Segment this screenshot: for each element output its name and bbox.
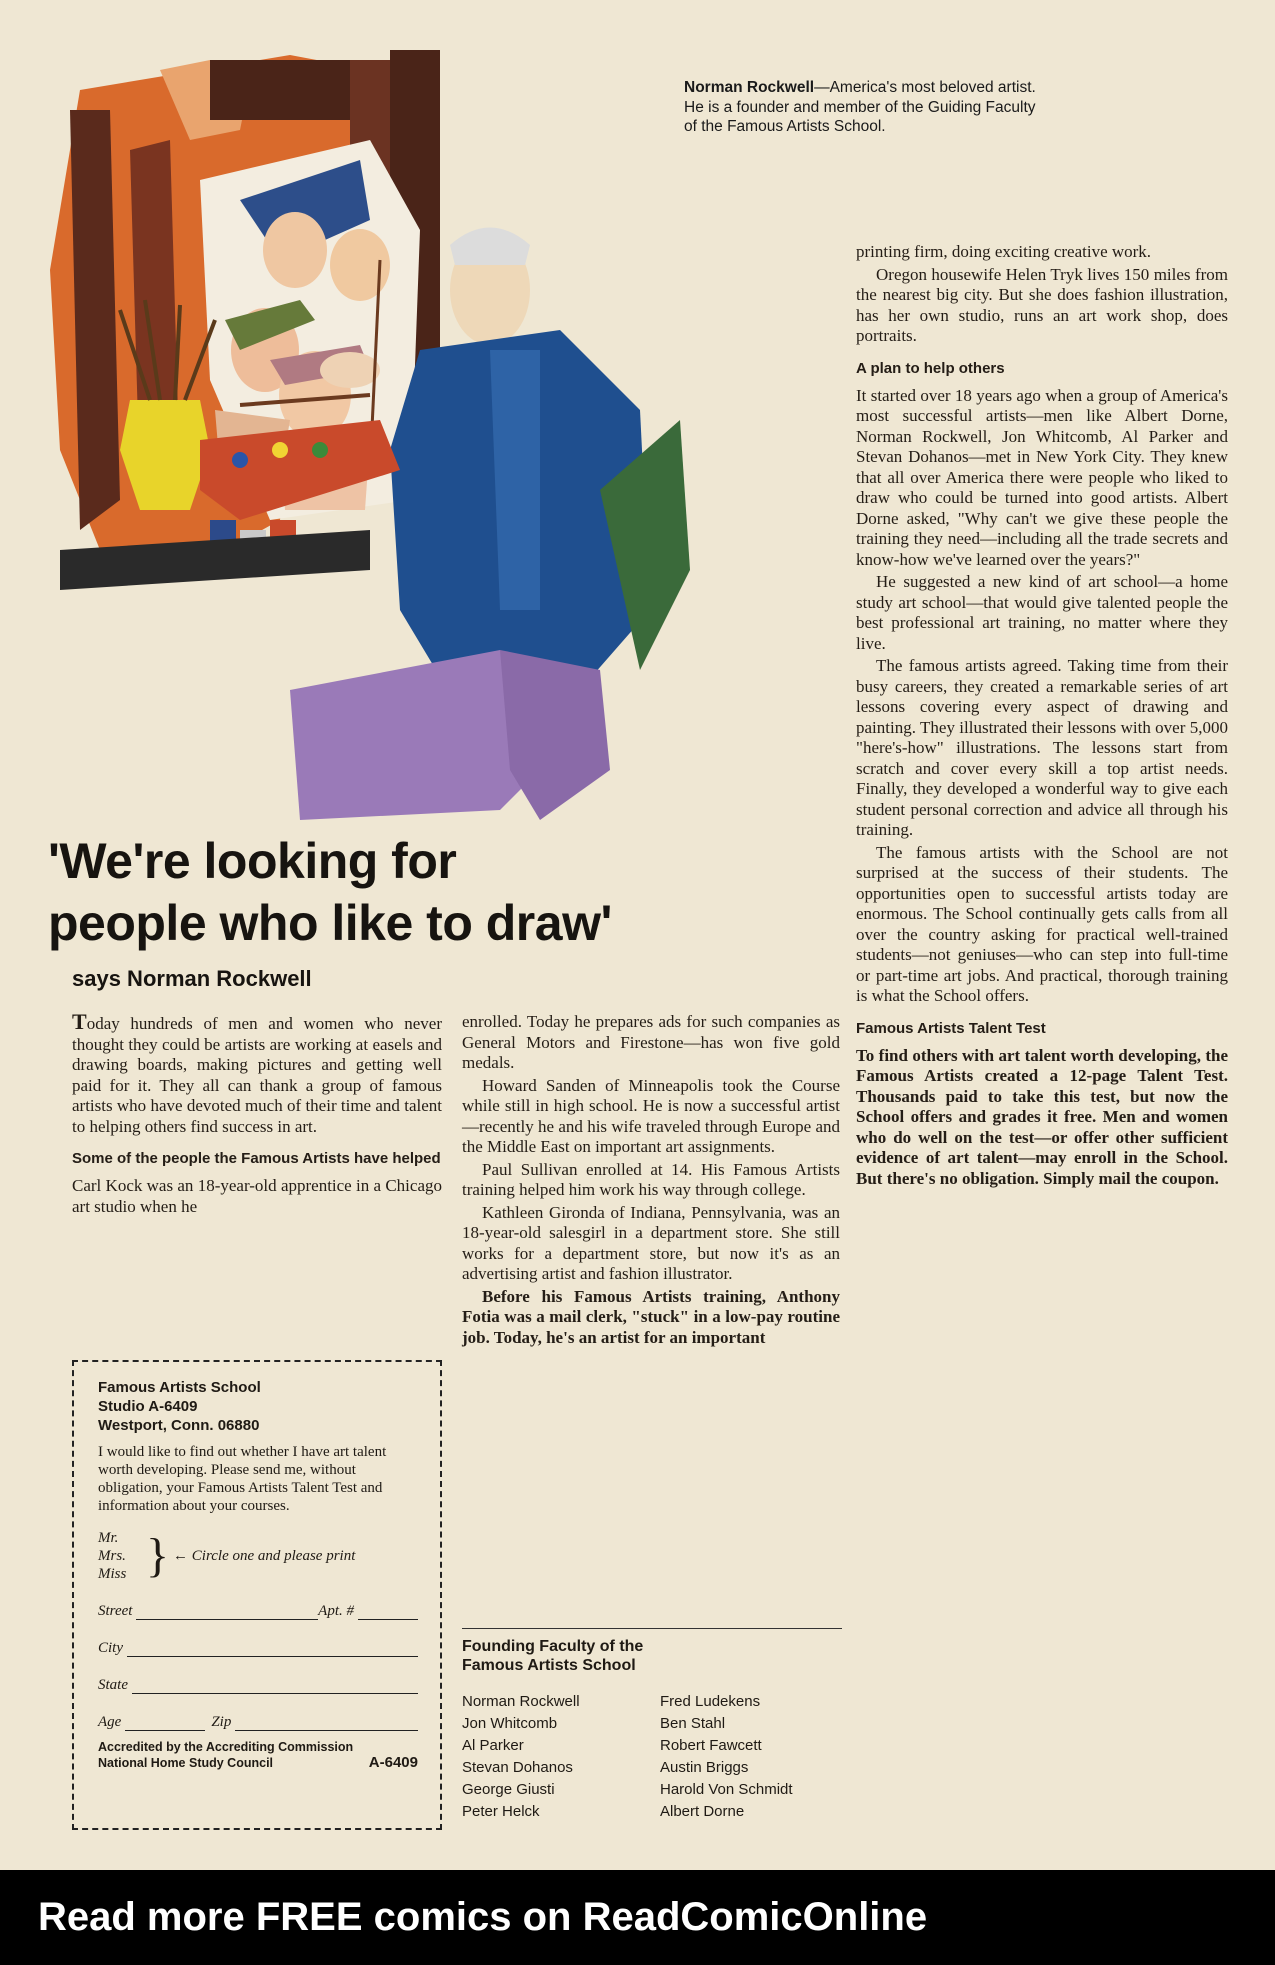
street-label: Street [98, 1603, 133, 1619]
faculty-title-line: Founding Faculty of the [462, 1638, 644, 1655]
illustration-caption [684, 78, 1044, 137]
intro-paragraph [72, 1009, 442, 1137]
circle-instruction: ← Circle one and please print [173, 1548, 356, 1564]
caption-name: Norman Rockwell [684, 79, 815, 96]
section-heading-helped: Some of the people the Famous Artists have helped [72, 1150, 441, 1167]
paragraph: Oregon housewife Helen Tryk lives 150 miles from the nearest big city. But she does fashion illustration, has her own studio, runs an art work shop, does portraits. [856, 264, 1228, 345]
city-label: City [98, 1640, 123, 1656]
faculty-member: Jon Whitcomb [462, 1715, 558, 1732]
drop-cap: T [72, 1009, 87, 1034]
intro-text: oday hundreds of men and women who never thought they could be artists are working at easels and drawing boards, making pictures and getting well paid for it. They all can thank a group of famous artists who have devoted much of their time and talent to helping others find success in art. [72, 1014, 442, 1136]
salutation-choice[interactable] [98, 1529, 418, 1583]
school-address [98, 1378, 418, 1435]
section-heading-talent-test: Famous Artists Talent Test [856, 1019, 1046, 1037]
age-label: Age [98, 1714, 122, 1730]
faculty-member: Austin Briggs [660, 1759, 749, 1776]
age-zip-field[interactable] [98, 1694, 418, 1731]
salutation-titles[interactable] [98, 1529, 146, 1583]
mail-in-coupon[interactable] [72, 1360, 442, 1830]
city-line[interactable] [127, 1643, 418, 1657]
coupon-request-text: I would like to find out whether I have art talent worth developing. Please send me, without obligation, your Famous Artists Talent Test and information about your courses. [98, 1444, 387, 1514]
section-heading-plan: A plan to help others [856, 359, 1005, 377]
paragraph: Paul Sullivan enrolled at 14. His Famous Artists training helped him work his way through college. [462, 1159, 840, 1199]
title-miss[interactable]: Miss [98, 1566, 127, 1582]
city-field[interactable] [98, 1620, 418, 1657]
column-1 [72, 1009, 442, 1219]
address-line: Famous Artists School [98, 1379, 261, 1396]
brace-icon: } [146, 1529, 170, 1582]
address-line: Studio A-6409 [98, 1398, 198, 1415]
state-line[interactable] [132, 1680, 418, 1694]
street-line[interactable] [136, 1606, 318, 1620]
paragraph-bold: Before his Famous Artists training, Anthony Fotia was a mail clerk, "stuck" in a low-pay routine job. Today, he's an artist for an important [462, 1286, 840, 1347]
age-line[interactable] [125, 1717, 205, 1731]
headline [48, 830, 848, 954]
state-field[interactable] [98, 1657, 418, 1694]
paragraph: Kathleen Gironda of Indiana, Pennsylvania, was an 18-year-old salesgirl in a department store. She still works for a department store, but now it's as an advertising artist and fashion illustrator. [462, 1202, 840, 1283]
zip-label: Zip [211, 1714, 232, 1730]
address-line: Westport, Conn. 06880 [98, 1417, 260, 1434]
subhead: says Norman Rockwell [72, 966, 312, 991]
headline-line-1: 'We're looking for [48, 833, 457, 889]
street-field[interactable] [98, 1583, 418, 1620]
paragraph: The famous artists with the School are not surprised at the success of their students. The opportunities open to successful artists today are enormous. The School continually gets calls from all over the country asking for practical well-trained students—not geniuses—who can step into full-time or part-time art jobs. And practical, thorough training is what the School offers. [856, 842, 1228, 1005]
site-promo-banner[interactable]: Read more FREE comics on ReadComicOnline [0, 1870, 1275, 1965]
apt-label: Apt. # [318, 1603, 354, 1619]
column-2 [462, 1012, 840, 1350]
faculty-member: Albert Dorne [660, 1803, 745, 1820]
paragraph: The famous artists agreed. Taking time from their busy careers, they created a remarkable series of art lessons covering every aspect of drawing and painting. They illustrated their lessons with over 5,000 "here's-how" illustrations. The lessons start from scratch and cover every skill a top artist needs. Finally, they developed a wonderful way to give each student personal correction and advice all through his training. [856, 656, 1228, 839]
title-mrs[interactable]: Mrs. [98, 1548, 126, 1564]
faculty-member: George Giusti [462, 1781, 555, 1798]
title-mr[interactable]: Mr. [98, 1530, 119, 1546]
paragraph: enrolled. Today he prepares ads for such companies as General Motors and Firestone—has won five gold medals. [462, 1012, 840, 1072]
accreditation-line: National Home Study Council [98, 1756, 274, 1770]
column-3 [856, 242, 1228, 1191]
state-label: State [98, 1677, 128, 1693]
rockwell-painting-illustration [40, 50, 830, 845]
faculty-title-line: Famous Artists School [462, 1657, 636, 1674]
coupon-code: A-6409 [368, 1754, 418, 1771]
faculty-member: Harold Von Schmidt [660, 1781, 793, 1798]
faculty-member: Stevan Dohanos [462, 1759, 573, 1776]
paragraph: Carl Kock was an 18-year-old apprentice in a Chicago art studio when he [72, 1176, 442, 1216]
paragraph: Howard Sanden of Minneapolis took the Course while still in high school. He is now a successful artist—recently he and his wife traveled through Europe and the Middle East on important art assignments. [462, 1075, 840, 1156]
paragraph: printing firm, doing exciting creative work. [856, 242, 1152, 261]
founding-faculty [462, 1628, 842, 1823]
faculty-title [462, 1637, 842, 1675]
faculty-list [462, 1691, 842, 1823]
faculty-member: Robert Fawcett [660, 1737, 762, 1754]
accreditation-line: Accredited by the Accrediting Commission [98, 1740, 354, 1754]
caption-text: —America's most beloved artist. He is a founder and member of the Guiding Faculty of the Famous Artists School. [684, 79, 1036, 135]
faculty-member: Ben Stahl [660, 1715, 726, 1732]
apt-line[interactable] [358, 1606, 418, 1620]
faculty-member: Fred Ludekens [660, 1693, 761, 1710]
divider [462, 1628, 842, 1629]
faculty-member: Norman Rockwell [462, 1693, 580, 1710]
faculty-member: Al Parker [462, 1737, 524, 1754]
paragraph: He suggested a new kind of art school—a home study art school—that would give talented people the best professional art training, no matter where they live. [856, 572, 1228, 653]
paragraph-bold: To find others with art talent worth developing, the Famous Artists created a 12-page Talent Test. Thousands paid to take this test, but now the School offers and grades it free. Men and women who do well on the test—or offer other sufficient evidence of art talent—may enroll in the School. But there's no obligation. Simply mail the coupon. [856, 1045, 1228, 1188]
zip-line[interactable] [235, 1717, 418, 1731]
accreditation [98, 1739, 418, 1771]
faculty-member: Peter Helck [462, 1803, 540, 1820]
headline-line-2: people who like to draw' [48, 895, 612, 951]
paragraph: It started over 18 years ago when a group of America's most successful artists—men like Albert Dorne, Norman Rockwell, Jon Whitcomb, Al Parker and Stevan Dohanos—met in New York City. They knew that all over America there were people who liked to draw who could be turned into good artists. Albert Dorne asked, "Why can't we give these people the training they need—including all the trade secrets and know-how we've learned over the years?" [856, 385, 1228, 569]
